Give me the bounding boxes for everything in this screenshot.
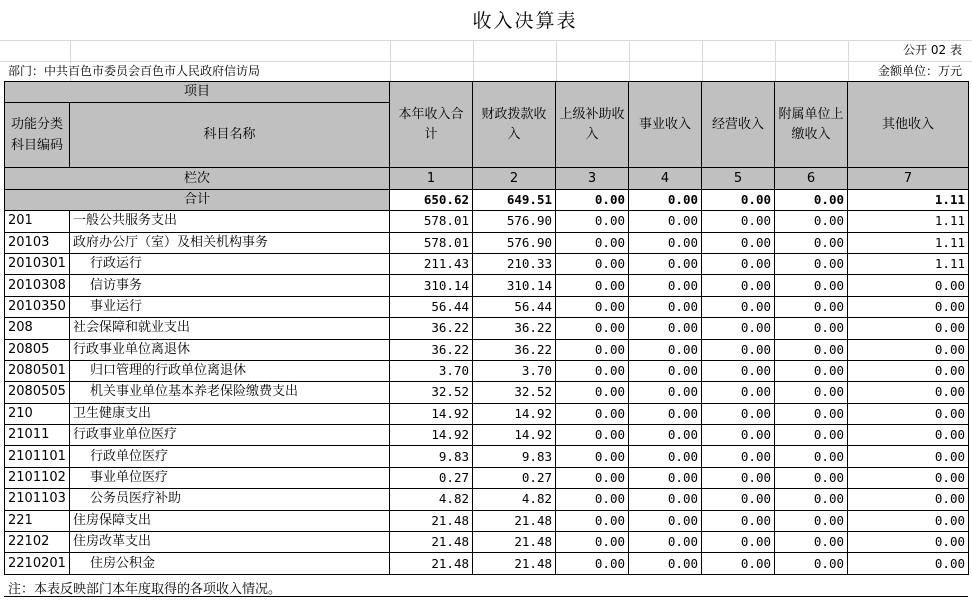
row-value-cell[interactable]: 0.00	[775, 553, 848, 574]
table-row	[5, 532, 969, 553]
row-value-cell[interactable]: 576.90	[473, 232, 556, 253]
total-cell[interactable]: 0.00	[775, 189, 848, 210]
grid-line	[702, 40, 703, 82]
table-header	[5, 82, 969, 211]
row-value-cell[interactable]: 0.00	[702, 360, 775, 381]
row-value-cell[interactable]: 0.00	[702, 296, 775, 317]
row-value-cell[interactable]: 0.00	[775, 360, 848, 381]
row-value-cell[interactable]: 0.00	[702, 489, 775, 510]
row-value-cell[interactable]: 0.00	[629, 275, 702, 296]
row-value-cell[interactable]: 0.00	[702, 232, 775, 253]
row-value-cell[interactable]: 36.22	[390, 318, 473, 339]
row-value-cell[interactable]: 0.00	[629, 467, 702, 488]
row-value-cell[interactable]: 0.27	[473, 467, 556, 488]
row-value-cell[interactable]: 0.00	[702, 467, 775, 488]
total-cell[interactable]: 0.00	[702, 189, 775, 210]
row-value-cell[interactable]: 0.00	[702, 253, 775, 274]
row-value-cell[interactable]: 32.52	[390, 382, 473, 403]
row-value-cell[interactable]: 0.27	[390, 467, 473, 488]
row-value-cell[interactable]: 0.00	[556, 211, 629, 232]
table-row	[5, 489, 969, 510]
bottom-border	[4, 596, 968, 597]
row-value-cell[interactable]: 21.48	[390, 532, 473, 553]
row-value-cell[interactable]: 0.00	[702, 446, 775, 467]
row-code[interactable]: 210	[5, 403, 70, 424]
row-value-cell[interactable]: 0.00	[556, 403, 629, 424]
table-row	[5, 446, 969, 467]
row-value-cell[interactable]: 0.00	[629, 489, 702, 510]
row-value-cell[interactable]: 0.00	[629, 510, 702, 531]
row-code[interactable]: 21011	[5, 425, 70, 446]
row-value-cell[interactable]: 0.00	[848, 467, 969, 488]
row-subject-name[interactable]: 住房改革支出	[70, 532, 390, 553]
row-code[interactable]: 2010301	[5, 253, 70, 274]
grid-line	[390, 40, 391, 82]
row-subject-name[interactable]: 一般公共服务支出	[70, 211, 390, 232]
row-value-cell[interactable]: 578.01	[390, 232, 473, 253]
row-value-cell[interactable]: 576.90	[473, 211, 556, 232]
department-label: 部门：中共百色市委员会百色市人民政府信访局	[8, 64, 261, 78]
row-value-cell[interactable]: 0.00	[702, 425, 775, 446]
table-row	[5, 232, 969, 253]
grid-line	[473, 40, 474, 82]
row-value-cell[interactable]: 0.00	[629, 382, 702, 403]
row-value-cell[interactable]: 0.00	[629, 532, 702, 553]
row-value-cell[interactable]: 0.00	[556, 275, 629, 296]
row-value-cell[interactable]: 4.82	[473, 489, 556, 510]
report-title: 收入决算表	[472, 10, 578, 32]
row-value-cell[interactable]: 0.00	[629, 360, 702, 381]
row-value-cell[interactable]: 0.00	[629, 232, 702, 253]
header-col3[interactable]: 上级补助收入	[556, 82, 629, 168]
row-value-cell[interactable]: 0.00	[629, 339, 702, 360]
row-value-cell[interactable]: 0.00	[775, 211, 848, 232]
row-subject-name[interactable]: 住房公积金	[70, 553, 390, 574]
row-value-cell[interactable]: 0.00	[702, 403, 775, 424]
grid-line	[556, 40, 557, 82]
row-value-cell[interactable]: 32.52	[473, 382, 556, 403]
table-row	[5, 382, 969, 403]
row-value-cell[interactable]: 0.00	[848, 489, 969, 510]
row-value-cell[interactable]: 36.22	[390, 339, 473, 360]
row-subject-name[interactable]: 行政单位医疗	[70, 446, 390, 467]
row-value-cell[interactable]: 0.00	[556, 339, 629, 360]
total-cell[interactable]: 1.11	[848, 189, 969, 210]
header-row-index[interactable]: 栏次	[5, 168, 390, 189]
row-value-cell[interactable]: 21.48	[473, 532, 556, 553]
row-value-cell[interactable]: 3.70	[390, 360, 473, 381]
grid-line	[629, 40, 630, 82]
row-value-cell[interactable]: 0.00	[629, 296, 702, 317]
row-code[interactable]: 2080505	[5, 382, 70, 403]
row-value-cell[interactable]: 0.00	[702, 510, 775, 531]
row-subject-name[interactable]: 社会保障和就业支出	[70, 318, 390, 339]
row-value-cell[interactable]: 0.00	[556, 232, 629, 253]
row-value-cell[interactable]: 578.01	[390, 211, 473, 232]
row-value-cell[interactable]: 36.22	[473, 339, 556, 360]
header-col5[interactable]: 经营收入	[702, 82, 775, 168]
row-value-cell[interactable]: 0.00	[702, 275, 775, 296]
row-value-cell[interactable]: 0.00	[848, 339, 969, 360]
row-subject-name[interactable]: 事业单位医疗	[70, 467, 390, 488]
row-code[interactable]: 2101103	[5, 489, 70, 510]
row-value-cell[interactable]: 0.00	[556, 360, 629, 381]
row-value-cell[interactable]: 0.00	[556, 318, 629, 339]
row-value-cell[interactable]: 0.00	[556, 467, 629, 488]
index-cell[interactable]: 7	[848, 168, 969, 189]
row-code[interactable]: 2010350	[5, 296, 70, 317]
row-value-cell[interactable]: 0.00	[629, 318, 702, 339]
table-row	[5, 510, 969, 531]
row-value-cell[interactable]: 14.92	[473, 425, 556, 446]
form-code: 公开 02 表	[903, 43, 962, 57]
total-row	[5, 189, 969, 210]
row-value-cell[interactable]: 14.92	[473, 403, 556, 424]
row-code[interactable]: 2080501	[5, 360, 70, 381]
row-value-cell[interactable]: 0.00	[775, 253, 848, 274]
header-col2[interactable]: 财政拨款收入	[473, 82, 556, 168]
row-subject-name[interactable]: 行政运行	[70, 253, 390, 274]
row-value-cell[interactable]: 0.00	[775, 510, 848, 531]
row-value-cell[interactable]: 0.00	[556, 510, 629, 531]
row-code[interactable]: 221	[5, 510, 70, 531]
row-code[interactable]: 201	[5, 211, 70, 232]
row-value-cell[interactable]: 0.00	[848, 296, 969, 317]
row-value-cell[interactable]: 0.00	[556, 489, 629, 510]
header-project[interactable]: 项目	[5, 82, 390, 103]
row-value-cell[interactable]: 0.00	[629, 403, 702, 424]
row-subject-name[interactable]: 机关事业单位基本养老保险缴费支出	[70, 382, 390, 403]
row-value-cell[interactable]: 0.00	[556, 553, 629, 574]
row-code[interactable]: 22102	[5, 532, 70, 553]
row-code[interactable]: 2101101	[5, 446, 70, 467]
index-cell[interactable]: 6	[775, 168, 848, 189]
row-value-cell[interactable]: 9.83	[390, 446, 473, 467]
row-value-cell[interactable]: 0.00	[848, 403, 969, 424]
index-cell[interactable]: 4	[629, 168, 702, 189]
row-value-cell[interactable]: 36.22	[473, 318, 556, 339]
row-value-cell[interactable]: 0.00	[702, 382, 775, 403]
table-row	[5, 318, 969, 339]
grid-line	[0, 40, 972, 41]
total-cell[interactable]: 0.00	[629, 189, 702, 210]
table-row	[5, 467, 969, 488]
index-cell[interactable]: 3	[556, 168, 629, 189]
row-subject-name[interactable]: 行政事业单位离退休	[70, 339, 390, 360]
row-value-cell[interactable]: 0.00	[848, 425, 969, 446]
row-value-cell[interactable]: 0.00	[629, 253, 702, 274]
total-cell[interactable]: 649.51	[473, 189, 556, 210]
row-code[interactable]: 2210201	[5, 553, 70, 574]
row-value-cell[interactable]: 0.00	[702, 532, 775, 553]
table-row	[5, 275, 969, 296]
row-value-cell[interactable]: 0.00	[848, 382, 969, 403]
row-subject-name[interactable]: 公务员医疗补助	[70, 489, 390, 510]
row-value-cell[interactable]: 0.00	[775, 275, 848, 296]
header-col6[interactable]: 附属单位上缴收入	[775, 82, 848, 168]
index-cell[interactable]: 1	[390, 168, 473, 189]
row-value-cell[interactable]: 0.00	[775, 489, 848, 510]
row-value-cell[interactable]: 0.00	[556, 253, 629, 274]
row-value-cell[interactable]: 211.43	[390, 253, 473, 274]
header-subject-name[interactable]: 科目名称	[70, 103, 390, 168]
table-body	[5, 211, 969, 575]
row-value-cell[interactable]: 21.48	[390, 553, 473, 574]
row-value-cell[interactable]: 21.48	[473, 510, 556, 531]
row-value-cell[interactable]: 0.00	[848, 360, 969, 381]
row-value-cell[interactable]: 56.44	[473, 296, 556, 317]
row-value-cell[interactable]: 0.00	[775, 339, 848, 360]
row-value-cell[interactable]: 1.11	[848, 232, 969, 253]
row-value-cell[interactable]: 0.00	[848, 510, 969, 531]
row-value-cell[interactable]: 0.00	[556, 532, 629, 553]
income-table	[4, 81, 969, 575]
row-value-cell[interactable]: 9.83	[473, 446, 556, 467]
index-cell[interactable]: 5	[702, 168, 775, 189]
row-value-cell[interactable]: 14.92	[390, 425, 473, 446]
row-value-cell[interactable]: 4.82	[390, 489, 473, 510]
total-cell[interactable]: 0.00	[556, 189, 629, 210]
row-value-cell[interactable]: 21.48	[390, 510, 473, 531]
amount-unit: 金额单位：万元	[877, 64, 962, 78]
header-col1[interactable]: 本年收入合计	[390, 82, 473, 168]
table-row	[5, 403, 969, 424]
row-value-cell[interactable]: 0.00	[629, 425, 702, 446]
row-value-cell[interactable]: 0.00	[848, 318, 969, 339]
row-value-cell[interactable]: 0.00	[775, 532, 848, 553]
grid-line	[848, 40, 849, 82]
row-subject-name[interactable]: 事业运行	[70, 296, 390, 317]
header-func-code[interactable]: 功能分类科目编码	[5, 103, 70, 168]
row-value-cell[interactable]: 0.00	[775, 467, 848, 488]
row-subject-name[interactable]: 信访事务	[70, 275, 390, 296]
row-value-cell[interactable]: 0.00	[629, 553, 702, 574]
row-subject-name[interactable]: 卫生健康支出	[70, 403, 390, 424]
row-value-cell[interactable]: 0.00	[702, 553, 775, 574]
row-value-cell[interactable]: 0.00	[848, 446, 969, 467]
row-code[interactable]: 2101102	[5, 467, 70, 488]
table-row	[5, 253, 969, 274]
row-value-cell[interactable]: 0.00	[848, 553, 969, 574]
row-value-cell[interactable]: 0.00	[775, 446, 848, 467]
index-cell[interactable]: 2	[473, 168, 556, 189]
grid-line	[775, 40, 776, 82]
table-row	[5, 339, 969, 360]
header-col4[interactable]: 事业收入	[629, 82, 702, 168]
row-value-cell[interactable]: 0.00	[556, 382, 629, 403]
header-col7[interactable]: 其他收入	[848, 82, 969, 168]
row-value-cell[interactable]: 0.00	[848, 532, 969, 553]
row-value-cell[interactable]: 0.00	[775, 403, 848, 424]
row-value-cell[interactable]: 56.44	[390, 296, 473, 317]
row-subject-name[interactable]: 行政事业单位医疗	[70, 425, 390, 446]
row-value-cell[interactable]: 0.00	[629, 446, 702, 467]
row-subject-name[interactable]: 归口管理的行政单位离退休	[70, 360, 390, 381]
row-value-cell[interactable]: 0.00	[775, 296, 848, 317]
row-value-cell[interactable]: 0.00	[702, 318, 775, 339]
table-row	[5, 211, 969, 232]
row-value-cell[interactable]: 210.33	[473, 253, 556, 274]
table-row	[5, 360, 969, 381]
row-value-cell[interactable]: 310.14	[390, 275, 473, 296]
row-value-cell[interactable]: 0.00	[556, 425, 629, 446]
row-value-cell[interactable]: 0.00	[775, 232, 848, 253]
row-value-cell[interactable]: 1.11	[848, 253, 969, 274]
row-value-cell[interactable]: 0.00	[556, 296, 629, 317]
table-note: 注：本表反映部门本年度取得的各项收入情况。	[8, 582, 282, 597]
row-subject-name[interactable]: 政府办公厅（室）及相关机构事务	[70, 232, 390, 253]
row-value-cell[interactable]: 0.00	[848, 275, 969, 296]
row-code[interactable]: 2010308	[5, 275, 70, 296]
row-value-cell[interactable]: 310.14	[473, 275, 556, 296]
row-value-cell[interactable]: 0.00	[629, 211, 702, 232]
table-row	[5, 553, 969, 574]
table-row	[5, 296, 969, 317]
row-value-cell[interactable]: 0.00	[702, 211, 775, 232]
row-value-cell[interactable]: 1.11	[848, 211, 969, 232]
row-code[interactable]: 20805	[5, 339, 70, 360]
row-value-cell[interactable]: 0.00	[556, 446, 629, 467]
row-subject-name[interactable]: 住房保障支出	[70, 510, 390, 531]
total-label[interactable]: 合计	[5, 189, 390, 210]
row-code[interactable]: 208	[5, 318, 70, 339]
row-value-cell[interactable]: 3.70	[473, 360, 556, 381]
row-value-cell[interactable]: 0.00	[775, 425, 848, 446]
table-row	[5, 425, 969, 446]
row-value-cell[interactable]: 21.48	[473, 553, 556, 574]
row-value-cell[interactable]: 0.00	[775, 382, 848, 403]
total-cell[interactable]: 650.62	[390, 189, 473, 210]
row-code[interactable]: 20103	[5, 232, 70, 253]
row-value-cell[interactable]: 0.00	[702, 339, 775, 360]
row-value-cell[interactable]: 0.00	[775, 318, 848, 339]
row-value-cell[interactable]: 14.92	[390, 403, 473, 424]
